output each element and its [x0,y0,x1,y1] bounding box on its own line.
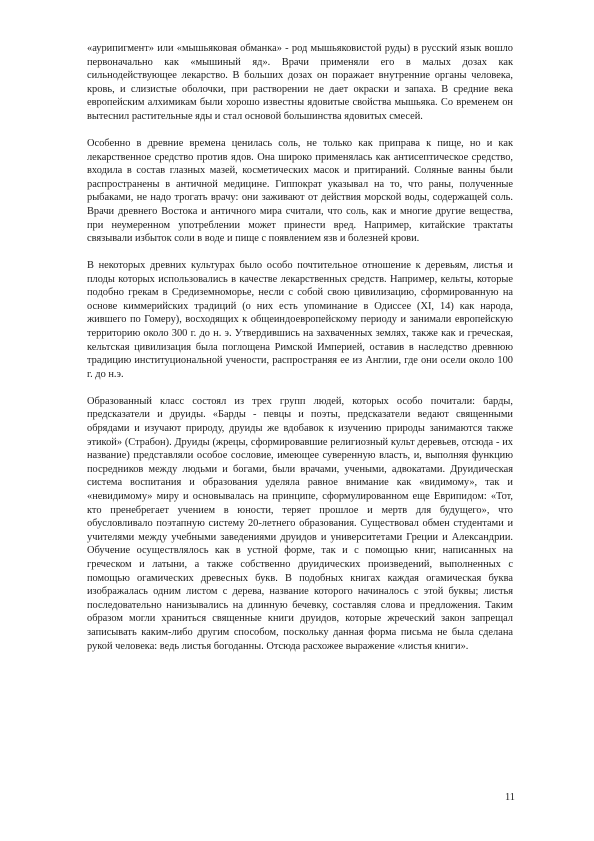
paragraph-druids: Образованный класс состоял из трех групп людей, которых особо почитали: барды, предсказатели и друиды. «Барды - певцы и поэты, предсказатели ведают священными обрядами и изучают природу, друиды же вдобавок к изучению природы занимаются также этикой» (Страбон). Друиды (жрецы, сформировавшие религиозный культ деревьев, отсюда - их название) представляли особое сословие, имеющее суверенную власть, и, выполняя функцию посредников между людьми и богами, были врачами, учеными, адвокатами. Друидическая система воспитания и образования уделяла равное внимание как «видимому», так и «невидимому» миру и основывалась на принципе, сформулированном еще Еврипидом: «Тот, кто пренебрегает учением в юности, теряет прошлое и мертв для будущего», что обусловливало поэтапную систему 20-летнего образования. Существовал обмен студентами и учителями между учебными заведениями друидов и университетами Греции и Александрии. Обучение осуществлялось как в устной форме, так и с помощью книг, написанных на греческом и латыни, а также собственно друидических произведений, выполненных с помощью огамических древесных букв. В подобных книгах каждая огамическая буква изображалась одним листом с дерева, название которого начиналось с этой буквы; листья последовательно нанизывались на длинную бечевку, составляя слова и предложения. Таким образом могли храниться священные книги друидов, которые жреческий закон запрещал записывать каким-либо другим способом, поскольку данная форма письма не была сделана рукой человека: ведь листья богоданны. Отсюда расхожее выражение «листья книги». [87,395,513,652]
paragraph-celts: В некоторых древних культурах было особо почтительное отношение к деревьям, листья и плоды которых использовались в качестве лекарственных средств. Например, кельты, которые подобно грекам в Средиземноморье, несли с собой свою цивилизацию, сформированную на основе киммерийских традиций (о них есть упоминание в Одиссее (XI, 14) как народа, жившего по Гомеру), восходящих к общеиндоевропейскому периоду и занимали европейскую территорию около 300 г. до н. э. Утвердившись на захваченных землях, также как и греческая, кельтская цивилизация была поглощена Римской Империей, оставив в наследство древнюю традицию институциональной учености, распространяя ее из Англии, где они осели около 100 г. до н.э. [87,260,513,380]
page-body-text [87,42,513,667]
paragraph-arsenic: «аурипигмент» или «мышьяковая обманка» - род мышьяковистой руды) в русский язык вошло первоначально как «мышиный яд». Врачи применяли его в малых дозах как сильнодействующее лекарство. В больших дозах он поражает внутренние органы человека, кровь, и слизистые оболочки, при растворении не дает окраски и запаха. В средние века европейским алхимикам были хорошо известны ядовитые свойства мышьяка. Со временем он вытеснил растительные яды и стал основой большинства ядовитых смесей. [87,43,513,122]
page-number: 11 [505,792,516,803]
paragraph-salt: Особенно в древние времена ценилась соль, не только как приправа к пище, но и как лекарственное средство против ядов. Она широко применялась как антисептическое средство, входила в состав глазных мазей, косметических масок и притираний. Соляные ванны были распространены в античной медицине. Гиппократ указывал на то, что раны, полученные рыбаками, не надо трогать врачу: они заживают от действия морской воды, содержащей соль. Врачи древнего Востока и античного мира считали, что соль, как и многие другие вещества, при неумеренном употреблении может принести вред. Например, китайские трактаты связывали избыток соли в воде и пище с появлением язв и болезней крови. [87,137,513,245]
